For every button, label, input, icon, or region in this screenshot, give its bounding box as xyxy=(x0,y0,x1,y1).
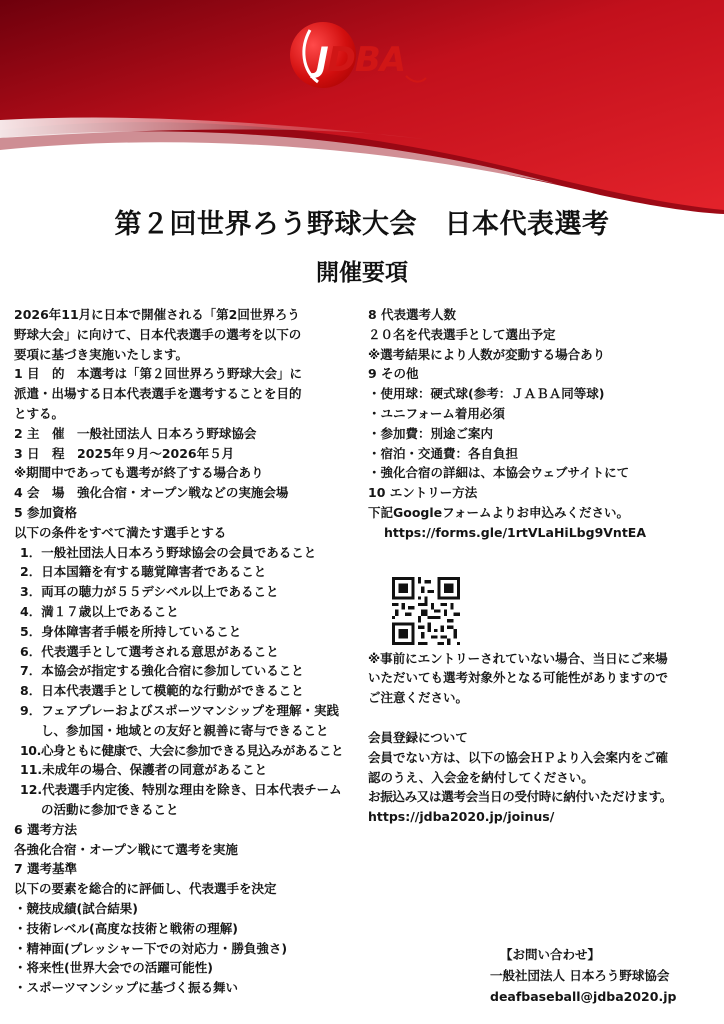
criteria-item: ・スポーツマンシップに基づく振る舞い xyxy=(14,980,238,996)
eligibility-item-cont: の活動に参加できること xyxy=(41,801,179,817)
criteria-item: ・精神面(プレッシャー下での対応力・勝負強さ) xyxy=(14,940,288,956)
header-banner xyxy=(0,0,724,215)
eligibility-item: 3．両耳の聴力が５５デシベル以上であること xyxy=(20,584,279,600)
eligibility-item: 10.心身ともに健康で、大会に参加できる見込みがあること xyxy=(20,742,344,758)
other-heading: 9 その他 xyxy=(368,366,419,382)
member-text: 認のうえ、入会金を納付してください。 xyxy=(368,769,594,785)
contact-email[interactable]: deafbaseball@jdba2020.jp xyxy=(490,989,677,1004)
contact-block xyxy=(490,944,720,1007)
method-text: 各強化合宿・オープン戦にて選考を実施 xyxy=(14,841,238,857)
method-heading: 6 選考方法 xyxy=(14,821,78,837)
jdba-logo xyxy=(288,20,438,100)
qr-code-icon[interactable] xyxy=(392,577,460,645)
other-item: ・ユニフォーム着用必須 xyxy=(368,405,505,421)
page-subtitle: 開催要項 xyxy=(316,260,408,286)
purpose-line: 1 目 的 本選考は「第２回世界ろう野球大会」に xyxy=(14,366,303,382)
other-item: ・参加費：別途ご案内 xyxy=(368,425,494,441)
criteria-item: ・競技成績(試合結果) xyxy=(14,900,138,916)
eligibility-item: 1．一般社団法人日本ろう野球協会の会員であること xyxy=(20,544,317,560)
count-note: ※選考結果により人数が変動する場合あり xyxy=(368,346,606,362)
other-item: ・強化合宿の詳細は、本協会ウェブサイトにて xyxy=(368,465,630,481)
contact-org: 一般社団法人 日本ろう野球協会 xyxy=(490,968,670,983)
venue: 4 会 場 強化合宿・オープン戦などの実施会場 xyxy=(14,485,289,501)
intro-line: 野球大会」に向けて、日本代表選手の選考を以下の xyxy=(14,326,302,342)
eligibility-item: 11.未成年の場合、保護者の同意があること xyxy=(20,762,268,778)
eligibility-item: 9．フェアプレーおよびスポーツマンシップを理解・実践 xyxy=(20,702,340,718)
eligibility-item: 12.代表選手内定後、特別な理由を除き、日本代表チーム xyxy=(20,782,342,798)
member-text: 会員でない方は、以下の協会ＨＰより入会案内をご確 xyxy=(368,749,669,765)
member-link[interactable]: https://jdba2020.jp/joinus/ xyxy=(368,809,555,825)
entry-note: いただいても選考対象外となる可能性がありますので xyxy=(368,670,669,686)
eligibility-item: 6．代表選手として選考される意思があること xyxy=(20,643,279,659)
other-item: ・宿泊・交通費：各自負担 xyxy=(368,445,519,461)
entry-note: ご注意ください。 xyxy=(368,690,469,706)
intro-line: 要項に基づき実施いたします。 xyxy=(14,346,189,362)
left-column xyxy=(14,305,359,998)
other-item: ・使用球：硬式球(参考：ＪＡＢＡ同等球) xyxy=(368,386,605,402)
eligibility-item: 7．本協会が指定する強化合宿に参加していること xyxy=(20,663,304,679)
entry-form-link[interactable]: https://forms.gle/1rtVLaHiLbg9VntEA xyxy=(384,524,647,540)
criteria-item: ・技術レベル(高度な技術と戦術の理解) xyxy=(14,920,238,936)
criteria-intro: 以下の要素を総合的に評価し、代表選手を決定 xyxy=(14,881,277,897)
eligibility-intro: 以下の条件をすべて満たす選手とする xyxy=(14,524,227,540)
purpose-line: とする。 xyxy=(14,405,65,421)
eligibility-heading: 5 参加資格 xyxy=(14,504,78,520)
entry-text: 下記Googleフォームよりお申込みください。 xyxy=(368,504,630,520)
right-column xyxy=(368,305,720,827)
entry-note: ※事前にエントリーされていない場合、当日にご来場 xyxy=(368,650,668,666)
organizer: 2 主 催 一般社団法人 日本ろう野球協会 xyxy=(14,425,257,441)
member-heading: 会員登録について xyxy=(368,729,468,745)
entry-heading: 10 エントリー方法 xyxy=(368,485,478,501)
eligibility-item: 5．身体障害者手帳を所持していること xyxy=(20,623,242,639)
purpose-line: 派遣・出場する日本代表選手を選考することを目的 xyxy=(14,386,302,402)
intro-line: 2026年11月に日本で開催される「第2回世界ろう xyxy=(14,307,300,322)
page-title: 第２回世界ろう野球大会 日本代表選考 xyxy=(114,209,610,240)
member-text: お振込み又は選考会当日の受付時に納付いただけます。 xyxy=(368,789,673,805)
eligibility-item-cont: し、参加国・地域との友好と親善に寄与できること xyxy=(41,722,329,738)
period: 3 日 程 2025年９月～2026年５月 xyxy=(14,445,235,461)
period-note: ※期間中であっても選考が終了する場合あり xyxy=(14,465,264,481)
criteria-heading: 7 選考基準 xyxy=(14,861,78,877)
eligibility-item: 8．日本代表選手として模範的な行動ができること xyxy=(20,683,304,699)
eligibility-item: 2．日本国籍を有する聴覚障害者であること xyxy=(20,564,267,580)
spacer xyxy=(368,708,720,728)
count-heading: 8 代表選考人数 xyxy=(368,307,457,322)
criteria-item: ・将来性(世界大会での活躍可能性) xyxy=(14,960,213,976)
eligibility-item: 4．満１７歳以上であること xyxy=(20,603,179,619)
logo-text: JDBA xyxy=(316,40,406,80)
count-text: ２０名を代表選手として選出予定 xyxy=(368,326,556,342)
contact-heading: 【お問い合わせ】 xyxy=(500,947,601,962)
